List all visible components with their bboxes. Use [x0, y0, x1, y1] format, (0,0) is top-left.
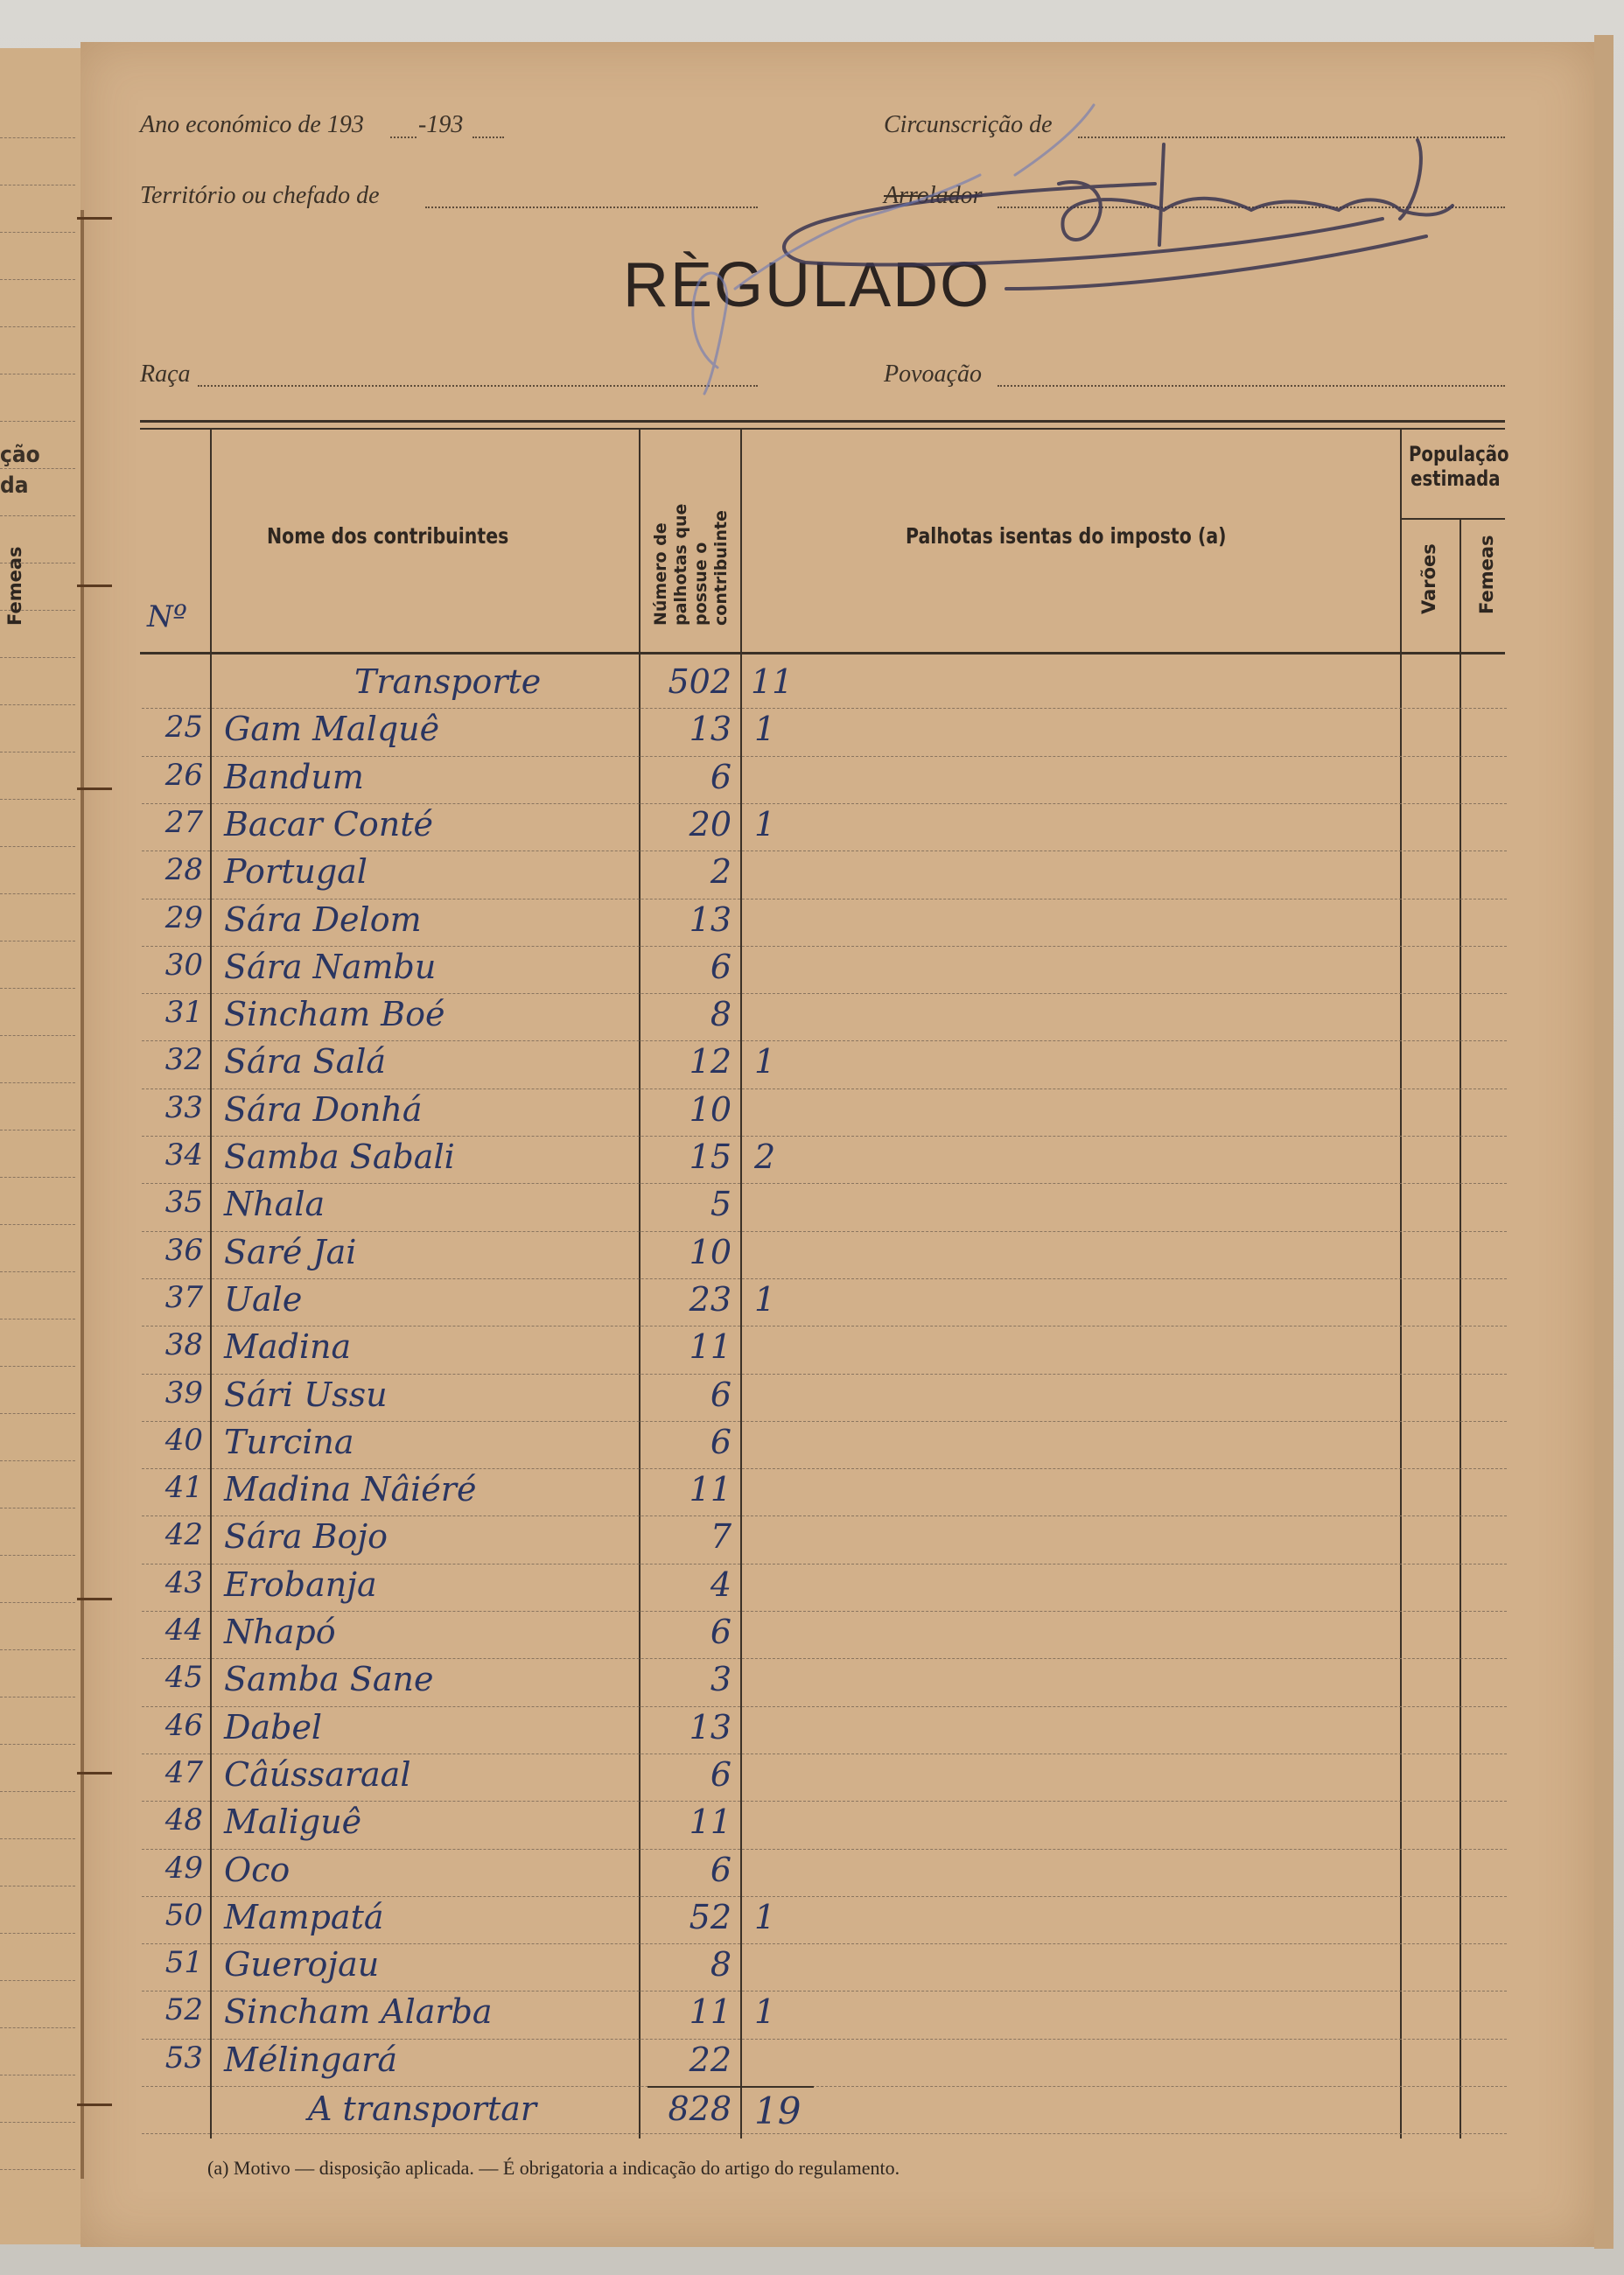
contributor-name: Maliguê [224, 1802, 362, 1842]
row-number: 36 [164, 1232, 203, 1268]
transport-out-label: A transportar [308, 2090, 537, 2128]
contributor-name: Gam Malquê [224, 710, 440, 749]
contributor-name: Sára Delom [224, 900, 422, 939]
col-divider-name [639, 428, 640, 2138]
contributor-name: Madina Nâiéré [224, 1470, 477, 1509]
row-number: 52 [164, 1992, 203, 2028]
contributor-name: Mélingará [224, 2040, 397, 2079]
contributor-name: Sincham Alarba [224, 1992, 493, 2032]
col-header-exempt: Palhotas isentas do imposto (a) [906, 523, 1227, 549]
palhotas-count: 10 [689, 1089, 732, 1129]
contributor-name: Bandum [224, 757, 364, 796]
row-rule [142, 1374, 1507, 1375]
contributor-name: Câússaraal [224, 1754, 411, 1794]
row-rule [142, 2086, 1507, 2087]
palhotas-exempt: 1 [754, 1279, 776, 1319]
row-number: 42 [164, 1517, 203, 1553]
row-rule [142, 1278, 1507, 1279]
palhotas-count: 22 [689, 2040, 732, 2079]
row-rule [142, 2039, 1507, 2040]
contributor-name: Sára Bojo [224, 1517, 388, 1557]
palhotas-count: 11 [689, 1470, 732, 1509]
contributor-name: Nhala [224, 1185, 326, 1224]
row-rule [142, 1896, 1507, 1897]
row-rule [142, 1991, 1507, 1992]
palhotas-count: 52 [689, 1897, 732, 1936]
col-header-name: Nome dos contribuintes [267, 523, 509, 549]
palhotas-count: 15 [689, 1138, 732, 1176]
left-page-femeas: Femeas [4, 546, 25, 626]
palhotas-exempt: 2 [754, 1138, 776, 1176]
row-number: 27 [164, 804, 203, 840]
palhotas-count: 6 [710, 757, 732, 796]
col-header-population: População estimada [1409, 442, 1509, 491]
contributor-name: Sára Donhá [224, 1089, 423, 1129]
row-number: 41 [164, 1470, 203, 1506]
row-number: 43 [164, 1564, 203, 1600]
contributor-name: Samba Sabali [224, 1138, 455, 1176]
palhotas-count: 4 [710, 1564, 732, 1604]
col-divider-exempt [1400, 428, 1402, 2138]
contributor-name: Turcina [224, 1422, 354, 1461]
row-number: 39 [164, 1375, 203, 1410]
row-number: 28 [164, 852, 203, 888]
contributor-name: Mampatá [224, 1897, 384, 1936]
col-divider-no [210, 428, 212, 2138]
row-number: 40 [164, 1422, 203, 1458]
row-number: 46 [164, 1707, 203, 1743]
row-number: 34 [164, 1138, 203, 1172]
row-number: 45 [164, 1660, 203, 1696]
row-number: 25 [164, 710, 203, 746]
palhotas-count: 12 [689, 1042, 732, 1082]
palhotas-count: 8 [710, 1945, 732, 1984]
left-page-fragment-2: da [0, 472, 29, 499]
row-rule [142, 1943, 1507, 1944]
raca-label: Raça [140, 360, 191, 388]
ano-mid: -193 [418, 111, 464, 138]
contributor-name: Sári Ussu [224, 1375, 388, 1414]
contributor-name: Portugal [224, 852, 368, 892]
row-number: 49 [164, 1850, 203, 1886]
total-rule [648, 2086, 814, 2088]
territorio-label: Território ou chefado de [140, 182, 380, 209]
transport-in-label: Transporte [354, 662, 542, 701]
transport-in-exempt: 11 [751, 662, 794, 701]
ano-label: Ano económico de 193 [140, 111, 364, 138]
row-rule [142, 899, 1507, 900]
row-rule [142, 756, 1507, 757]
pop-subheader-rule [1400, 518, 1505, 520]
row-number: 32 [164, 1042, 203, 1078]
palhotas-count: 13 [689, 710, 732, 749]
row-number: 51 [164, 1945, 203, 1981]
row-rule [142, 850, 1507, 851]
palhotas-exempt: 1 [754, 804, 776, 844]
palhotas-count: 13 [689, 1707, 732, 1746]
palhotas-count: 6 [710, 1850, 732, 1889]
contributor-name: Sára Salá [224, 1042, 387, 1082]
row-rule [142, 1231, 1507, 1232]
palhotas-exempt: 1 [754, 1897, 776, 1936]
contributor-name: Erobanja [224, 1564, 377, 1604]
palhotas-count: 6 [710, 1754, 732, 1794]
row-number: 26 [164, 757, 203, 793]
row-rule [142, 1658, 1507, 1659]
contributor-name: Saré Jai [224, 1232, 357, 1271]
row-number: 31 [164, 995, 203, 1031]
col-header-varoes: Varões [1418, 543, 1439, 614]
col-divider-count [740, 428, 742, 2138]
contributor-name: Sincham Boé [224, 995, 445, 1034]
palhotas-count: 6 [710, 947, 732, 986]
contributor-name: Bacar Conté [224, 804, 433, 844]
col-header-no: Nº [147, 599, 187, 634]
table-top-rule-2 [140, 428, 1505, 430]
row-rule [142, 1706, 1507, 1707]
palhotas-count: 6 [710, 1375, 732, 1414]
table-top-rule [140, 420, 1505, 423]
transport-out-exempt: 19 [754, 2090, 802, 2132]
row-rule [142, 708, 1507, 709]
palhotas-count: 6 [710, 1613, 732, 1651]
row-number: 35 [164, 1185, 203, 1221]
palhotas-count: 20 [689, 804, 732, 844]
povoacao-label: Povoação [884, 360, 982, 388]
palhotas-count: 11 [689, 1992, 732, 2032]
table-header-rule [140, 652, 1505, 654]
row-rule [142, 1183, 1507, 1184]
footnote: (a) Motivo — disposição aplicada. — É obrigatoria a indicação do artigo do regulamento. [207, 2157, 900, 2179]
contributor-name: Uale [224, 1279, 303, 1319]
palhotas-exempt: 1 [754, 710, 776, 749]
col-header-count: Número de palhotas que possue o contribuinte [651, 503, 731, 626]
palhotas-count: 6 [710, 1422, 732, 1461]
contributor-name: Madina [224, 1327, 352, 1367]
palhotas-count: 2 [710, 852, 732, 892]
row-number: 44 [164, 1613, 203, 1648]
row-rule [142, 1849, 1507, 1850]
palhotas-count: 7 [710, 1517, 732, 1557]
left-page-fragment-1: ção [0, 442, 40, 468]
circunscricao-label: Circunscrição de [884, 111, 1053, 138]
row-rule [142, 2133, 1507, 2134]
palhotas-count: 10 [689, 1232, 732, 1271]
palhotas-count: 11 [689, 1802, 732, 1842]
col-header-femeas: Femeas [1476, 535, 1497, 614]
palhotas-count: 11 [689, 1327, 732, 1367]
palhotas-exempt: 1 [754, 1992, 776, 2032]
contributor-name: Samba Sane [224, 1660, 434, 1699]
row-rule [142, 1136, 1507, 1137]
row-rule [142, 1468, 1507, 1469]
row-number: 37 [164, 1279, 203, 1315]
row-rule [142, 1801, 1507, 1802]
row-number: 33 [164, 1089, 203, 1125]
palhotas-count: 5 [710, 1185, 732, 1224]
row-number: 47 [164, 1754, 203, 1790]
contributor-name: Dabel [224, 1707, 323, 1746]
row-number: 30 [164, 947, 203, 983]
row-rule [142, 1040, 1507, 1041]
palhotas-exempt: 1 [754, 1042, 776, 1082]
palhotas-count: 23 [689, 1279, 732, 1319]
row-number: 50 [164, 1897, 203, 1933]
row-rule [142, 946, 1507, 947]
contributor-name: Sára Nambu [224, 947, 437, 986]
row-number: 38 [164, 1327, 203, 1363]
transport-out-count: 828 [668, 2090, 732, 2128]
contributor-name: Nhapó [224, 1613, 336, 1651]
row-rule [142, 993, 1507, 994]
palhotas-count: 3 [710, 1660, 732, 1699]
transport-in-count: 502 [668, 662, 732, 701]
row-rule [142, 1088, 1507, 1089]
page-title: RÈGULADO [623, 250, 991, 320]
contributor-name: Oco [224, 1850, 290, 1889]
contributor-name: Guerojau [224, 1945, 380, 1984]
arrolador-label: Arrolador [884, 182, 983, 209]
row-rule [142, 803, 1507, 804]
row-number: 48 [164, 1802, 203, 1838]
row-number: 53 [164, 2040, 203, 2076]
row-number: 29 [164, 900, 203, 935]
row-rule [142, 1421, 1507, 1422]
palhotas-count: 13 [689, 900, 732, 939]
palhotas-count: 8 [710, 995, 732, 1034]
row-rule [142, 1611, 1507, 1612]
